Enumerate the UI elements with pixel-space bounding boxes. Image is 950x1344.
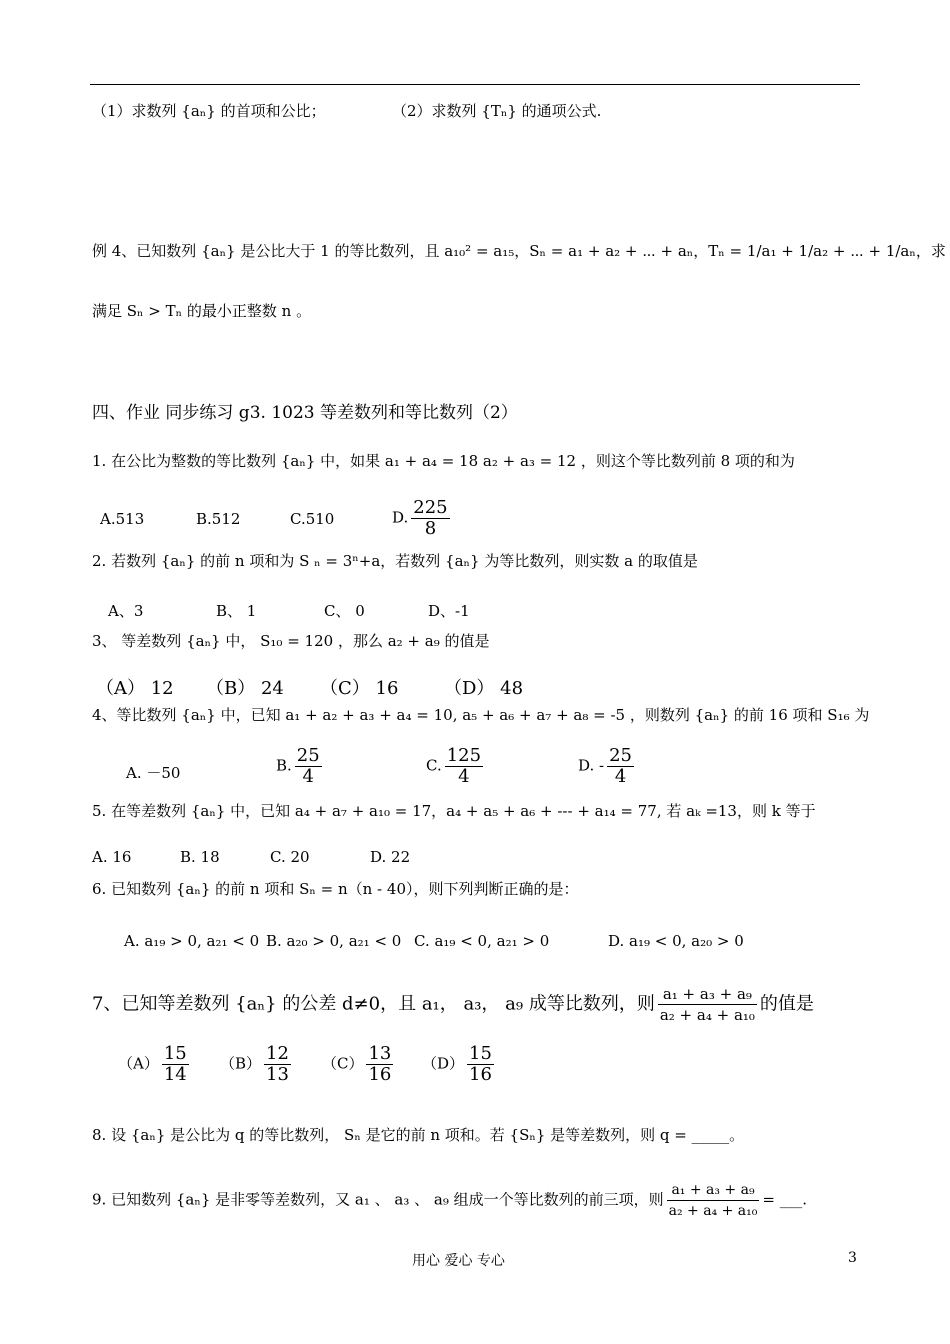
q4-option-c: C. $\frac{125}{4}$ xyxy=(426,745,482,787)
question-6: 6. 已知数列 {aₙ} 的前 n 项和 Sₙ = n（n - 40），则下列判断正确的是： xyxy=(92,880,579,898)
page-number: 3 xyxy=(848,1250,857,1266)
question-4: 4、等比数列 {aₙ} 中，已知 a₁ + a₂ + a₃ + a₄ = 10, a₅ + a₆ + a₇ + a₈ = -5 ，则数列 {aₙ} 的前 16 项和 S₁₆ 为 xyxy=(92,706,870,724)
q5-option-c: C. 20 xyxy=(270,848,310,866)
q6-option-d: D. a₁₉ < 0, a₂₀ > 0 xyxy=(608,932,744,950)
q2-option-c: C、 0 xyxy=(324,602,365,620)
q1-option-c: C.510 xyxy=(290,510,335,528)
q3-option-d: （D） 48 xyxy=(444,678,524,699)
q1-d-fraction: $\frac{225}{8}$ xyxy=(413,497,448,539)
q3-option-b: （B） 24 xyxy=(206,678,284,699)
q7-option-c: （C） $\frac{13}{16}$ xyxy=(322,1043,392,1085)
q1-option-d: D. $\frac{225}{8}$ xyxy=(392,497,448,539)
q5-option-b: B. 18 xyxy=(180,848,220,866)
question-2: 2. 若数列 {aₙ} 的前 n 项和为 S ₙ = 3ⁿ+a，若数列 {aₙ} 为等比数列，则实数 a 的取值是 xyxy=(92,552,698,570)
q5-option-a: A. 16 xyxy=(92,848,132,866)
line-1b: （2）求数列 {Tₙ} 的通项公式. xyxy=(392,102,602,120)
example-4-line-1: 例 4、已知数列 {aₙ} 是公比大于 1 的等比数列，且 a₁₀² = a₁₅，Sₙ = a₁ + a₂ + ⋯ + aₙ，Tₙ = 1/a₁ + 1/a₂ + ⋯ + 1/aₙ，求 xyxy=(92,242,946,260)
q2-option-b: B、 1 xyxy=(216,602,257,620)
footer-text: 用心 爱心 专心 xyxy=(412,1253,505,1269)
q4-option-a: A. －50 xyxy=(126,764,181,782)
q1-option-b: B.512 xyxy=(196,510,241,528)
q4-option-b: B. $\frac{25}{4}$ xyxy=(276,745,320,787)
q7-option-b: （B） $\frac{12}{13}$ xyxy=(220,1043,289,1085)
q3-option-a: （A） 12 xyxy=(96,678,174,699)
section-heading: 四、作业 同步练习 g3. 1023 等差数列和等比数列（2） xyxy=(92,403,518,423)
question-5: 5. 在等差数列 {aₙ} 中，已知 a₄ + a₇ + a₁₀ = 17，a₄ + a₅ + a₆ + --- + a₁₄ = 77, 若 aₖ =13，则 k 等于 xyxy=(92,802,816,820)
question-8: 8. 设 {aₙ} 是公比为 q 的等比数列， Sₙ 是它的前 n 项和。若 {Sₙ} 是等差数列，则 q = _____。 xyxy=(92,1126,745,1144)
question-9: 9. 已知数列 {aₙ} 是非零等差数列，又 a₁ 、 a₃ 、 a₉ 组成一个等比数列的前三项，则 $\frac{\text{a₁ + a₃ + a₉}}{\text{a₂ + a₄ + a₁₀}}$ = ___. xyxy=(92,1182,807,1219)
q3-option-c: （C） 16 xyxy=(320,678,399,699)
question-3: 3、 等差数列 {aₙ} 中， S₁₀ = 120 ，那么 a₂ + a₉ 的值是 xyxy=(92,632,490,650)
header-rule xyxy=(90,84,860,85)
q6-option-b: B. a₂₀ > 0, a₂₁ < 0 xyxy=(266,932,402,950)
q2-option-d: D、-1 xyxy=(428,602,470,620)
q4-option-d: D. - $\frac{25}{4}$ xyxy=(578,745,633,787)
q7-option-d: （D） $\frac{15}{16}$ xyxy=(422,1043,492,1085)
question-7: 7、已知等差数列 {aₙ} 的公差 d≠0，且 a₁， a₃， a₉ 成等比数列，则 $\frac{\text{a₁ + a₃ + a₉}}{\text{a₂ + a₄ + a₁₀}}$ 的值是 xyxy=(92,985,814,1024)
q5-option-d: D. 22 xyxy=(370,848,411,866)
example-4-line-2: 满足 Sₙ > Tₙ 的最小正整数 n 。 xyxy=(92,302,312,320)
q2-option-a: A、3 xyxy=(108,602,144,620)
question-1: 1. 在公比为整数的等比数列 {aₙ} 中，如果 a₁ + a₄ = 18 a₂ + a₃ = 12 ，则这个等比数列前 8 项的和为 xyxy=(92,452,795,470)
q6-option-c: C. a₁₉ < 0, a₂₁ > 0 xyxy=(414,932,550,950)
q7-option-a: （A） $\frac{15}{14}$ xyxy=(118,1043,187,1085)
line-1a: （1）求数列 {aₙ} 的首项和公比； xyxy=(92,102,326,120)
q1-option-a: A.513 xyxy=(100,510,145,528)
q6-option-a: A. a₁₉ > 0, a₂₁ < 0 xyxy=(124,932,260,950)
